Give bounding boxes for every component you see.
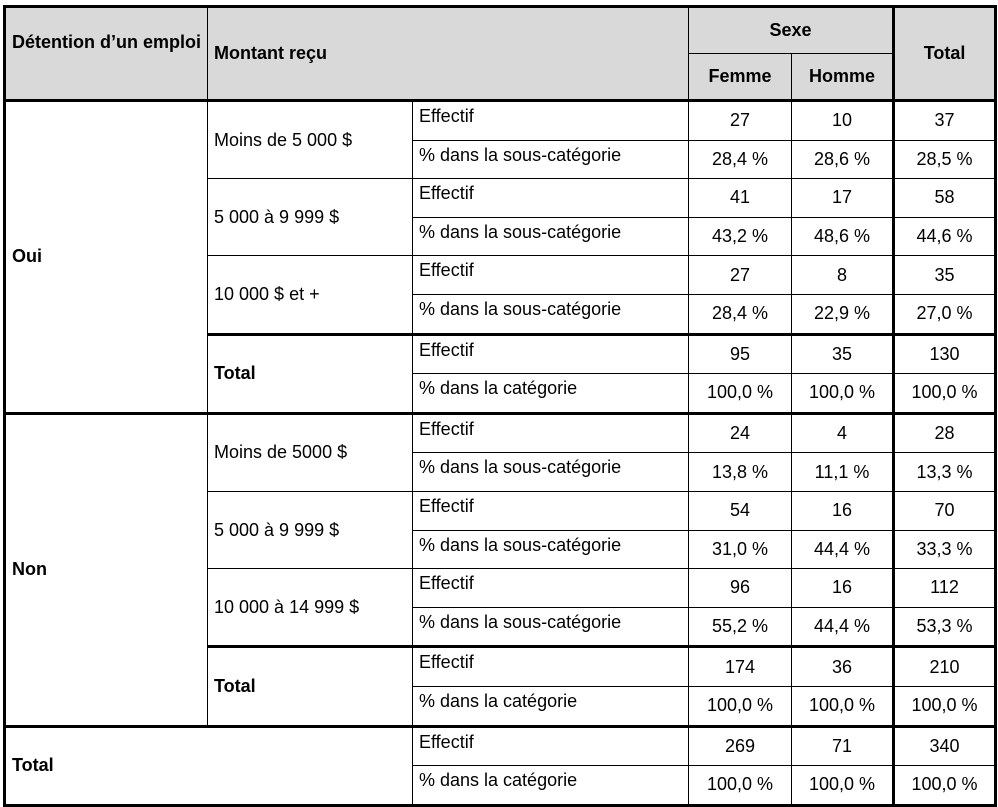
count-cell: 27 (689, 101, 792, 141)
percent-cell: 22,9 % (792, 294, 894, 334)
stat-label: % dans la sous-catégorie (413, 453, 689, 492)
stat-label: % dans la catégorie (413, 686, 689, 726)
stat-label: % dans la sous-catégorie (413, 294, 689, 334)
header-sexe: Sexe (689, 7, 894, 54)
percent-cell: 100,0 % (792, 374, 894, 414)
percent-cell: 44,4 % (792, 607, 894, 647)
stat-label: % dans la sous-catégorie (413, 607, 689, 647)
table-row (5, 101, 996, 141)
stat-label: Effectif (413, 413, 689, 453)
count-cell: 16 (792, 491, 894, 530)
count-cell: 28 (894, 413, 996, 453)
percent-cell: 28,5 % (894, 140, 996, 179)
stat-label: Effectif (413, 334, 689, 374)
percent-cell: 100,0 % (689, 686, 792, 726)
count-cell: 96 (689, 569, 792, 608)
percent-cell: 55,2 % (689, 607, 792, 647)
count-cell: 10 (792, 101, 894, 141)
percent-cell: 44,4 % (792, 530, 894, 569)
stat-label: % dans la sous-catégorie (413, 530, 689, 569)
header-employment: Détention d’un emploi (5, 7, 208, 101)
amount-label: Total (208, 334, 413, 413)
stat-label: % dans la sous-catégorie (413, 217, 689, 256)
stat-label: Effectif (413, 726, 689, 766)
percent-cell: 28,6 % (792, 140, 894, 179)
percent-cell: 31,0 % (689, 530, 792, 569)
count-cell: 269 (689, 726, 792, 766)
percent-cell: 28,4 % (689, 294, 792, 334)
count-cell: 112 (894, 569, 996, 608)
percent-cell: 100,0 % (894, 374, 996, 414)
stat-label: Effectif (413, 647, 689, 687)
percent-cell: 11,1 % (792, 453, 894, 492)
amount-label: Total (208, 647, 413, 726)
count-cell: 4 (792, 413, 894, 453)
percent-cell: 100,0 % (792, 766, 894, 806)
percent-cell: 100,0 % (894, 686, 996, 726)
stat-label: Effectif (413, 179, 689, 218)
count-cell: 35 (792, 334, 894, 374)
amount-label: Moins de 5 000 $ (208, 101, 413, 179)
amount-label: 10 000 à 14 999 $ (208, 569, 413, 647)
count-cell: 41 (689, 179, 792, 218)
percent-cell: 100,0 % (792, 686, 894, 726)
count-cell: 8 (792, 256, 894, 295)
count-cell: 16 (792, 569, 894, 608)
header-total: Total (894, 7, 996, 101)
count-cell: 24 (689, 413, 792, 453)
count-cell: 174 (689, 647, 792, 687)
stat-label: Effectif (413, 491, 689, 530)
stat-label: Effectif (413, 101, 689, 141)
percent-cell: 28,4 % (689, 140, 792, 179)
count-cell: 37 (894, 101, 996, 141)
count-cell: 70 (894, 491, 996, 530)
count-cell: 17 (792, 179, 894, 218)
header-amount: Montant reçu (208, 7, 689, 101)
count-cell: 36 (792, 647, 894, 687)
count-cell: 35 (894, 256, 996, 295)
count-cell: 210 (894, 647, 996, 687)
amount-label: 10 000 $ et + (208, 256, 413, 334)
group-label: Oui (5, 101, 208, 414)
percent-cell: 43,2 % (689, 217, 792, 256)
count-cell: 58 (894, 179, 996, 218)
count-cell: 130 (894, 334, 996, 374)
count-cell: 54 (689, 491, 792, 530)
count-cell: 27 (689, 256, 792, 295)
crosstab-table (3, 5, 997, 807)
percent-cell: 27,0 % (894, 294, 996, 334)
stat-label: Effectif (413, 256, 689, 295)
group-label: Non (5, 413, 208, 726)
stat-label: Effectif (413, 569, 689, 608)
header-femme: Femme (689, 54, 792, 101)
amount-label: Moins de 5000 $ (208, 413, 413, 491)
percent-cell: 33,3 % (894, 530, 996, 569)
percent-cell: 48,6 % (792, 217, 894, 256)
stat-label: % dans la catégorie (413, 374, 689, 414)
percent-cell: 100,0 % (894, 766, 996, 806)
table-row (5, 413, 996, 453)
stat-label: % dans la catégorie (413, 766, 689, 806)
percent-cell: 13,8 % (689, 453, 792, 492)
count-cell: 95 (689, 334, 792, 374)
amount-label: 5 000 à 9 999 $ (208, 179, 413, 256)
percent-cell: 13,3 % (894, 453, 996, 492)
percent-cell: 100,0 % (689, 766, 792, 806)
stat-label: % dans la sous-catégorie (413, 140, 689, 179)
amount-label: 5 000 à 9 999 $ (208, 491, 413, 568)
header-homme: Homme (792, 54, 894, 101)
percent-cell: 100,0 % (689, 374, 792, 414)
percent-cell: 44,6 % (894, 217, 996, 256)
percent-cell: 53,3 % (894, 607, 996, 647)
count-cell: 340 (894, 726, 996, 766)
count-cell: 71 (792, 726, 894, 766)
grand-total-label: Total (5, 726, 413, 805)
